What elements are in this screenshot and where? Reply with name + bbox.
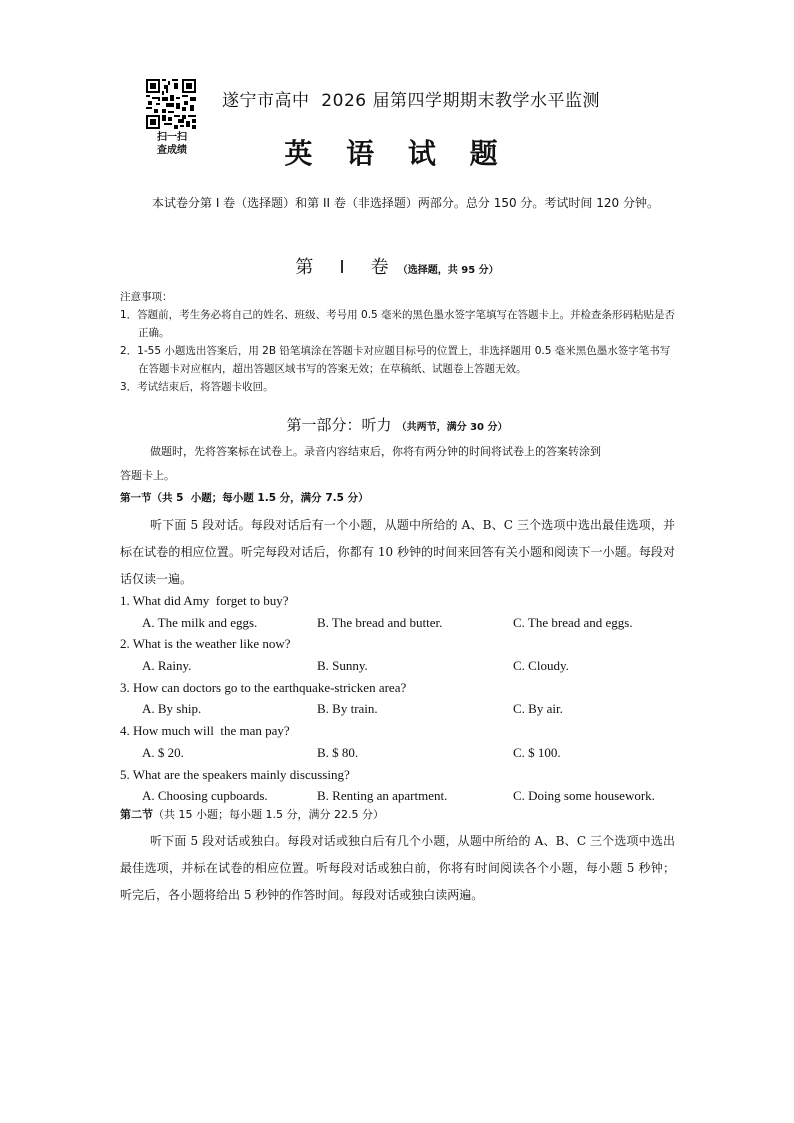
option-c: C. Cloudy.	[513, 658, 569, 674]
option-c: C. $ 100.	[513, 744, 561, 760]
question-stem: 2. What is the weather like now?	[120, 636, 291, 652]
section-2-title-label: 第二节	[120, 808, 153, 821]
section-1-title: 第一节（共 5 小题；每小题 1.5 分，满分 7.5 分）	[120, 492, 369, 504]
part-1-intro-line2: 答题卡上。	[120, 469, 175, 482]
qr-caption-line2: 查成绩	[157, 145, 187, 156]
question-stem: 1. What did Amy forget to buy?	[120, 593, 289, 608]
option-b: B. Sunny.	[317, 658, 368, 674]
question-options	[120, 785, 680, 807]
section-2-instructions: 听下面 5 段对话或独白。每段对话或独白后有几个小题，从题中所给的 A、B、C 三个选项中选出最佳选项，并标在试卷的相应位置。听每段对话或独白前，你将有时间阅读各个小题，每小题 5 秒钟；听完后，各小题将给出 5 秒钟的作答时间。每段对话或独白读两遍。	[120, 834, 675, 902]
option-b: B. By train.	[317, 701, 378, 717]
notes-section	[120, 288, 680, 396]
qr-caption-line1: 扫一扫	[157, 132, 187, 143]
option-a: A. By ship.	[142, 701, 202, 717]
exam-intro: 本试卷分第 I 卷（选择题）和第 II 卷（非选择题）两部分。总分 150 分。考试时间 120 分钟。	[152, 196, 659, 210]
section-2-title-note: （共 15 小题；每小题 1.5 分，满分 22.5 分）	[153, 808, 384, 821]
option-a: A. Choosing cupboards.	[142, 788, 268, 804]
part-1-intro-line1: 做题时，先将答案标在试卷上。录音内容结束后，你将有两分钟的时间将试卷上的答案转涂到	[150, 445, 601, 458]
question-stem: 3. How can doctors go to the earthquake-stricken area?	[120, 679, 407, 695]
option-a: A. Rainy.	[142, 658, 192, 674]
exam-header-title: 遂宁市高中 2026 届第四学期期末教学水平监测	[222, 91, 600, 111]
part-1-note: （共两节，满分 30 分）	[396, 422, 508, 433]
part-1-heading	[0, 414, 794, 435]
question-stem: 4. How much will the man pay?	[120, 723, 290, 739]
option-a: A. The milk and eggs.	[142, 614, 258, 630]
option-c: C. Doing some housework.	[513, 788, 655, 804]
volume-1-note: （选择题，共 95 分）	[397, 265, 499, 276]
subject-title: 英 语 试 题	[284, 137, 510, 170]
qr-code-image	[146, 79, 196, 129]
option-b: B. $ 80.	[317, 744, 359, 760]
option-c: C. By air.	[513, 701, 563, 717]
question-list	[120, 590, 680, 807]
question-options	[120, 612, 680, 634]
section-2-title	[120, 806, 384, 822]
volume-1-title: 第 Ⅰ 卷	[295, 257, 393, 278]
option-b: B. Renting an apartment.	[317, 788, 448, 804]
question-stem: 5. What are the speakers mainly discussing?	[120, 766, 350, 782]
section-1-instructions: 听下面 5 段对话。每段对话后有一个小题，从题中所给的 A、B、C 三个选项中选出最佳选项，并标在试卷的相应位置。听完每段对话后，你都有 10 秒钟的时间来回答有关小题和阅读下一小题。每段对话仅读一遍。	[120, 518, 675, 586]
option-b: B. The bread and butter.	[317, 614, 443, 630]
option-a: A. $ 20.	[142, 744, 184, 760]
volume-1-heading	[0, 253, 794, 279]
question-options	[120, 655, 680, 677]
part-1-intro	[120, 440, 680, 488]
notes-title: 注意事项：	[120, 291, 173, 303]
notes-item: 3．考试结束后，将答题卡收回。	[120, 381, 274, 393]
option-c: C. The bread and eggs.	[513, 614, 633, 630]
question-options	[120, 742, 680, 764]
notes-item: 1．答题前，考生务必将自己的姓名、班级、考号用 0.5 毫米的黑色墨水签字笔填写在答题卡上。并检查条形码粘贴是否正确。	[120, 309, 676, 339]
question-options	[120, 698, 680, 720]
notes-item: 2．1-55 小题选出答案后，用 2B 铅笔填涂在答题卡对应题目标号的位置上，非选择题用 0.5 毫米黑色墨水签字笔书写在答题卡对应框内，超出答题区域书写的答案无效；在草稿纸、试题卷上答题无效。	[120, 345, 671, 375]
part-1-title: 第一部分：听力	[286, 416, 392, 434]
